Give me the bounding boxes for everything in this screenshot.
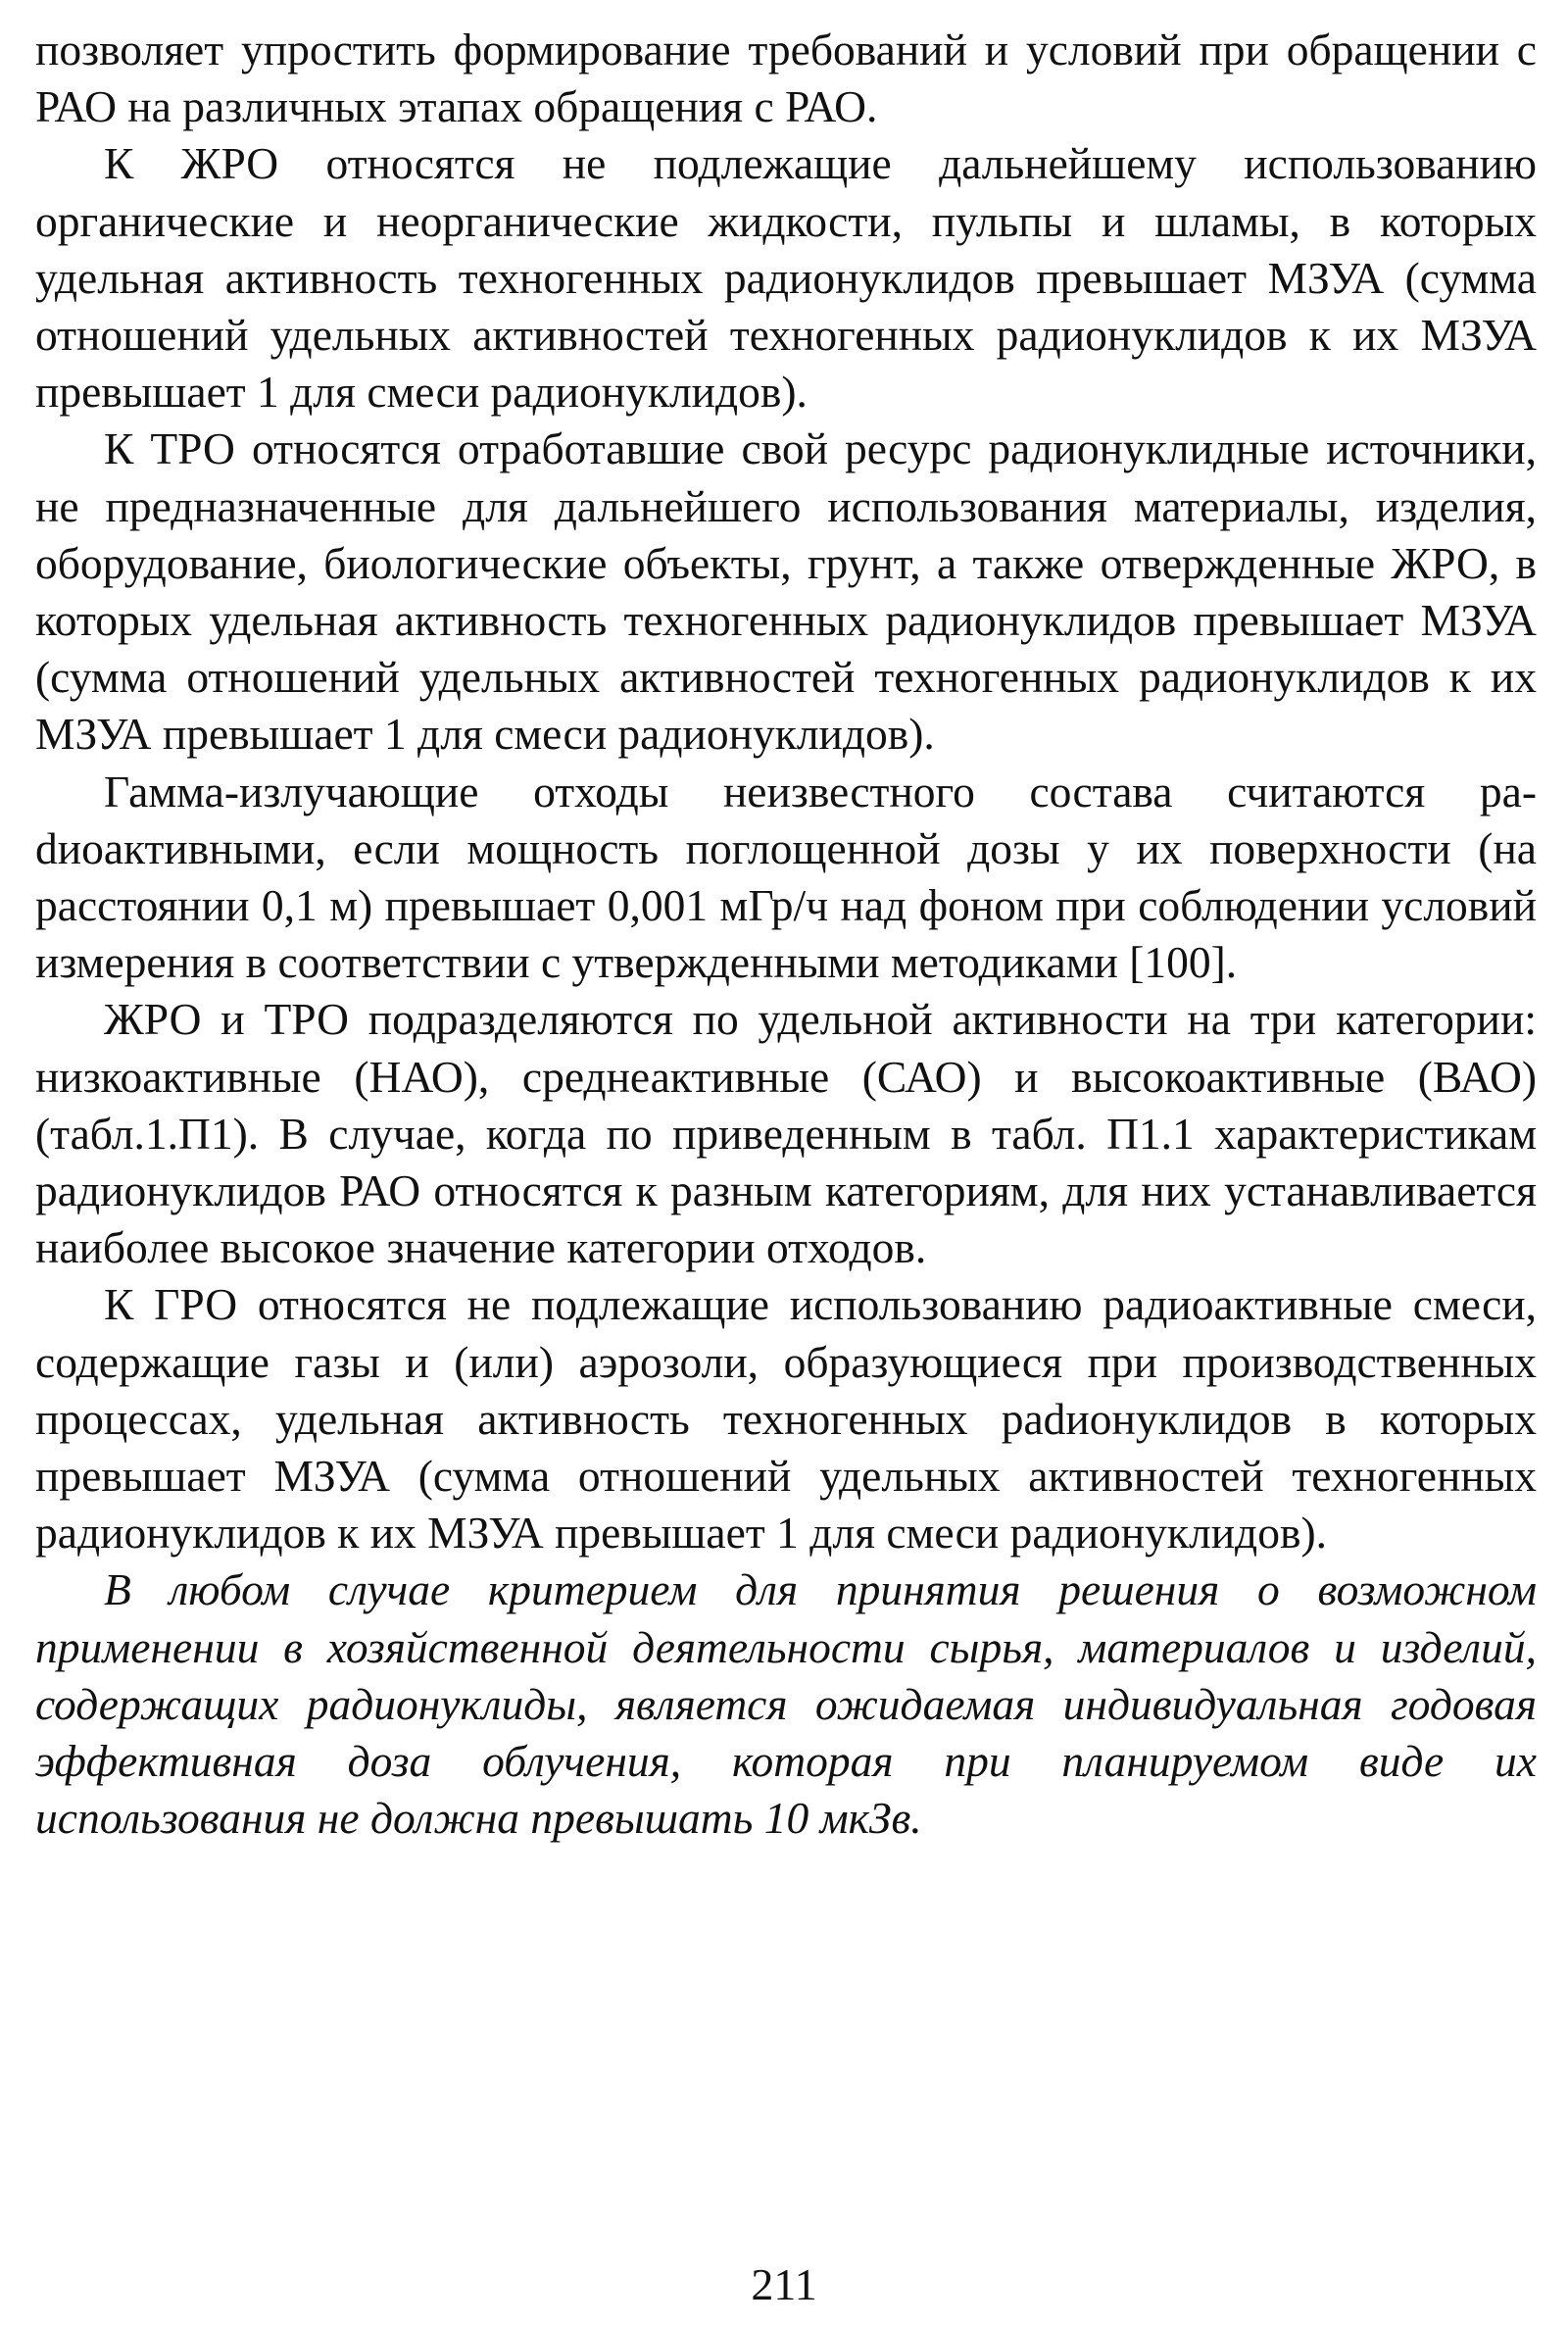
paragraph-lro-definition: К ЖРО относятся не подлежащие дальнейшему использованию органические и неорганические жидкости, пульпы и шламы, в которых удельная активность техногенных радионуклидов превышает МЗУА (сумма отношений удельных активностей техногенных радионуклидов к их МЗУА превышает 1 для смеси радионуклидов). <box>35 138 1537 418</box>
page-number: 211 <box>751 2259 817 2309</box>
page-body <box>35 22 1537 1848</box>
paragraph-dose-criterion: В любом случае критерием для принятия решения о возможном применении в хозяйственной деятельности сырья, материалов и изделий, содержащих радионуклиды, является ожидаемая индивидуальная годовая эффективная доза облучения, которая при планируемом виде их использования не должна превышать 10 мкЗв. <box>35 1564 1537 1844</box>
paragraph-gro-definition: К ГРО относятся не подлежащие использованию радиоактивные смеси, содержащие газы и (или) аэрозоли, образующиеся при производственных процессах, удельная активность техногенных раdионуклидов в которых превышает МЗУА (сумма отношений удельных активностей техногенных радионуклидов к их МЗУА превышает 1 для смеси радионуклидов). <box>35 1279 1537 1559</box>
paragraph-categories: ЖРО и ТРО подразделяются по удельной активности на три категории: низкоактивные (НАО), среднеактивные (САО) и высокоактивные (ВАО) (табл.1.П1). В случае, когда по приведенным в табл. П1.1 характеристикам радионуклидов РАО относятся к разным категориям, для них устанавливается наиболее высокое значение категории отходов. <box>35 994 1537 1273</box>
paragraph-tro-definition: К ТРО относятся отработавшие свой ресурс радионуклидные источники, не предназначенные для дальнейшего использования материалы, изделия, оборудование, биологические объекты, грунт, а также отвержденные ЖРО, в которых удельная активность техногенных радионуклидов превышает МЗУА (сумма отношений удельных активностей техногенных радионуклидов к их МЗУА превышает 1 для смеси радионуклидов). <box>35 423 1537 760</box>
paragraph-gamma-waste: Гамма-излучающие отходы неизвестного состава считаются раdиоактивными, если мощность поглощенной дозы у их поверхности (на расстоянии 0,1 м) превышает 0,001 мГр/ч над фоном при соблюдении условий измерения в соответствии с утвержденными методиками [100]. <box>35 766 1537 988</box>
paragraph-continued: позволяет упростить формирование требований и условий при обращении с РАО на различных этапах обращения с РАО. <box>35 25 1537 132</box>
